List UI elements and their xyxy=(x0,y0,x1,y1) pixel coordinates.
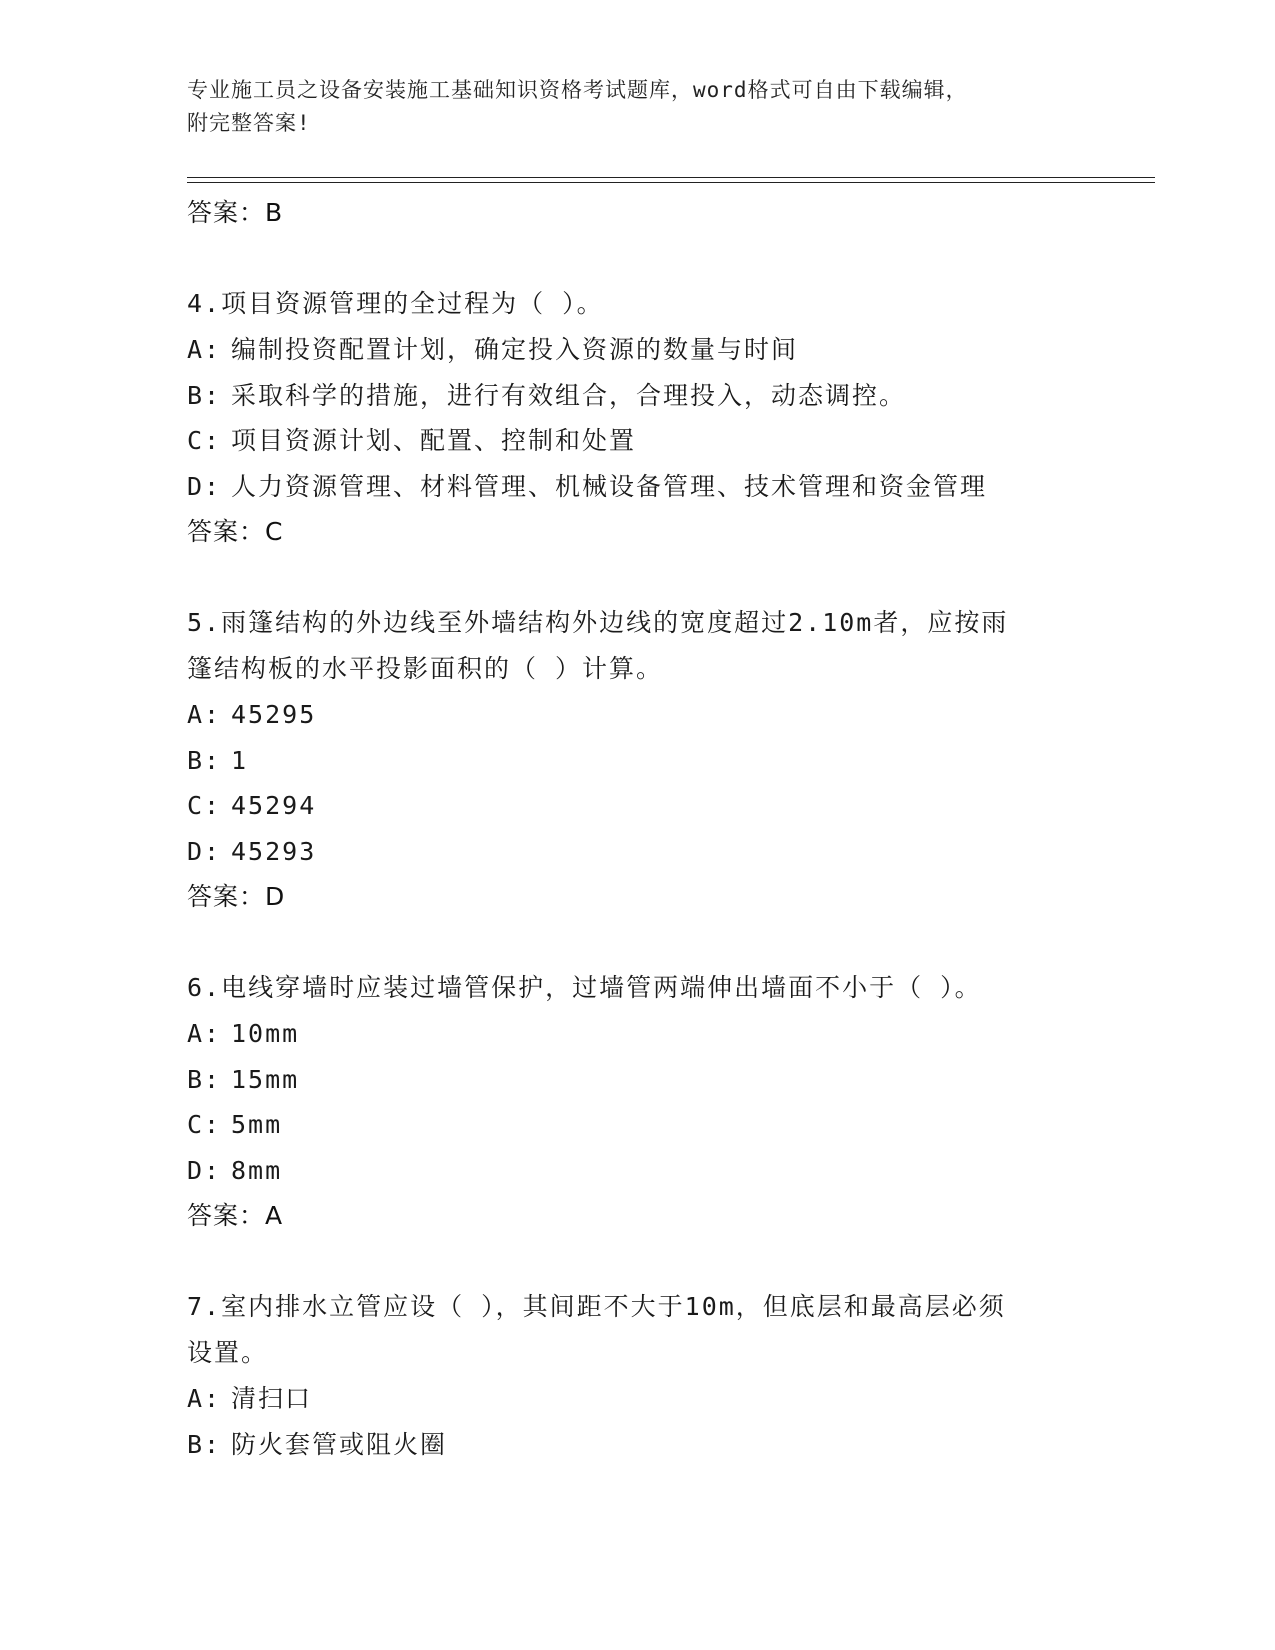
answer-label: 答案：B xyxy=(187,198,284,227)
question-text: 4.项目资源管理的全过程为（ ）。 xyxy=(187,289,604,318)
option-c: C: 5mm xyxy=(187,1110,283,1139)
question-block-7 xyxy=(187,1284,1087,1467)
answer-label: 答案：D xyxy=(187,882,286,911)
question-text: 5.雨篷结构的外边线至外墙结构外边线的宽度超过2.10m者，应按雨 篷结构板的水平投影面积的（ ）计算。 xyxy=(187,608,1009,683)
option-a: A: 清扫口 xyxy=(187,1384,313,1413)
option-b: B: 防火套管或阻火圈 xyxy=(187,1429,448,1459)
option-b: B: 1 xyxy=(187,745,249,775)
option-b: B: 15mm xyxy=(187,1064,300,1094)
option-b: B: 采取科学的措施，进行有效组合，合理投入，动态调控。 xyxy=(187,380,907,410)
question-list xyxy=(187,190,1087,1467)
option-d: D: 45293 xyxy=(187,836,317,866)
answer-label: 答案：A xyxy=(187,1201,284,1230)
option-a: A: 45295 xyxy=(187,700,317,729)
header-rule-bottom xyxy=(187,182,1155,183)
header-rule-top xyxy=(187,177,1155,178)
question-block-4 xyxy=(187,281,1087,554)
question-text: 6.电线穿墙时应装过墙管保护，过墙管两端伸出墙面不小于（ ）。 xyxy=(187,973,982,1002)
option-d: D: 8mm xyxy=(187,1155,283,1185)
option-d: D: 人力资源管理、材料管理、机械设备管理、技术管理和资金管理 xyxy=(187,471,988,501)
question-block-5 xyxy=(187,600,1087,919)
option-a: A: 编制投资配置计划，确定投入资源的数量与时间 xyxy=(187,335,799,364)
question-block-6 xyxy=(187,965,1087,1238)
option-c: C: 45294 xyxy=(187,791,317,820)
header-line-1: 专业施工员之设备安装施工基础知识资格考试题库，word格式可自由下载编辑， xyxy=(187,78,968,102)
question-text: 7.室内排水立管应设（ ），其间距不大于10m，但底层和最高层必须 设置。 xyxy=(187,1292,1006,1367)
answer-label: 答案：C xyxy=(187,517,284,546)
header-line-2: 附完整答案! xyxy=(187,111,311,135)
document-header xyxy=(187,74,1067,140)
option-a: A: 10mm xyxy=(187,1019,300,1048)
option-c: C: 项目资源计划、配置、控制和处置 xyxy=(187,426,637,455)
